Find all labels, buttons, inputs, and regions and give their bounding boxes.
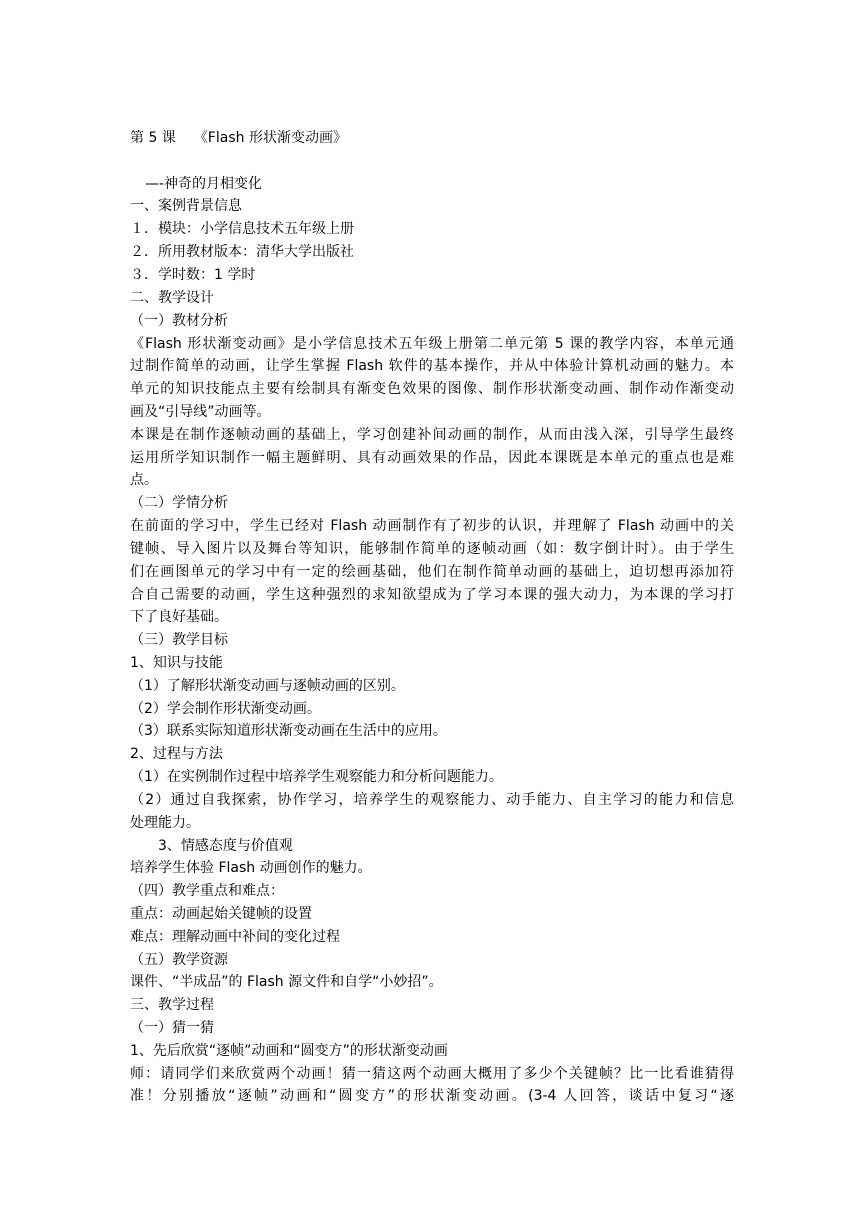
list-item: （2）学会制作形状渐变动画。: [130, 701, 321, 717]
paragraph-line: 合自己需要的动画，学生这种强烈的求知欲望成为了学习本课的强大动力，为本课的学习打: [130, 587, 734, 603]
section-heading: 三、教学过程: [130, 997, 214, 1013]
list-item: １．模块：小学信息技术五年级上册: [130, 221, 354, 237]
subtitle: —-神奇的月相变化: [145, 176, 263, 192]
paragraph-line: 画及“引导线”动画等。: [130, 404, 271, 420]
numbered-heading: 1、知识与技能: [130, 655, 223, 671]
subsection-heading: （四）教学重点和难点：: [130, 883, 284, 899]
lesson-number: 第 5 课: [130, 130, 176, 146]
section-heading: 二、教学设计: [130, 290, 214, 306]
subsection-heading: （五）教学资源: [130, 952, 228, 968]
numbered-heading: 2、过程与方法: [130, 746, 223, 762]
list-item: （2）通过自我探索，协作学习，培养学生的观察能力、动手能力、自主学习的能力和信息: [130, 792, 734, 808]
list-item: （1）在实例制作过程中培养学生观察能力和分析问题能力。: [130, 769, 503, 785]
paragraph-line: 课件、“半成品”的 Flash 源文件和自学“小妙招”。: [130, 974, 443, 990]
numbered-heading: 1、先后欣赏“逐帧”动画和“圆变方”的形状渐变动画: [130, 1043, 448, 1059]
lesson-title: 《Flash 形状渐变动画》: [193, 130, 347, 146]
paragraph-line: 单元的知识技能点主要有绘制具有渐变色效果的图像、制作形状渐变动画、制作动作渐变动: [130, 381, 734, 397]
subsection-heading: （一）猜一猜: [130, 1020, 214, 1036]
paragraph-line: 们在画图单元的学习中有一定的绘画基础，他们在制作简单动画的基础上，迫切想再添加符: [130, 564, 734, 580]
paragraph-line: 在前面的学习中，学生已经对 Flash 动画制作有了初步的认识，并理解了 Flash 动画中的关: [130, 518, 734, 534]
lesson-heading: [130, 127, 734, 149]
numbered-heading: 3、情感态度与价值观: [158, 838, 293, 854]
subsection-heading: （一）教材分析: [130, 313, 228, 329]
list-item: 处理能力。: [130, 815, 200, 831]
paragraph-line: 运用所学知识制作一幅主题鲜明、具有动画效果的作品，因此本课既是本单元的重点也是难: [130, 450, 734, 466]
paragraph-line: 《Flash 形状渐变动画》是小学信息技术五年级上册第二单元第 5 课的教学内容，本单元通: [130, 336, 734, 352]
paragraph-line: 过制作简单的动画，让学生掌握 Flash 软件的基本操作，并从中体验计算机动画的魅力。本: [130, 358, 734, 374]
paragraph-line: 准！分别播放“逐帧”动画和“圆变方”的形状渐变动画。(3-4 人回答，谈话中复习“逐: [130, 1088, 734, 1104]
list-item: ３．学时数：1 学时: [130, 267, 256, 283]
subsection-heading: （三）教学目标: [130, 632, 228, 648]
paragraph-line: 本课是在制作逐帧动画的基础上，学习创建补间动画的制作，从而由浅入深，引导学生最终: [130, 427, 734, 443]
paragraph-line: 下了良好基础。: [130, 609, 228, 625]
list-item: （1）了解形状渐变动画与逐帧动画的区别。: [130, 678, 405, 694]
paragraph-line: 重点：动画起始关键帧的设置: [130, 906, 312, 922]
paragraph-line: 培养学生体验 Flash 动画创作的魅力。: [130, 860, 372, 876]
paragraph-line: 师：请同学们来欣赏两个动画！猜一猜这两个动画大概用了多少个关键帧？比一比看谁猜得: [130, 1066, 734, 1082]
paragraph-line: 难点：理解动画中补间的变化过程: [130, 929, 340, 945]
list-item: ２．所用教材版本：清华大学出版社: [130, 244, 354, 260]
section-heading: 一、案例背景信息: [130, 198, 242, 214]
paragraph-line: 点。: [130, 472, 158, 488]
paragraph-line: 键帧、导入图片以及舞台等知识，能够制作简单的逐帧动画（如：数字倒计时）。由于学生: [130, 541, 734, 557]
list-item: （3）联系实际知道形状渐变动画在生活中的应用。: [130, 723, 447, 739]
subsection-heading: （二）学情分析: [130, 495, 228, 511]
